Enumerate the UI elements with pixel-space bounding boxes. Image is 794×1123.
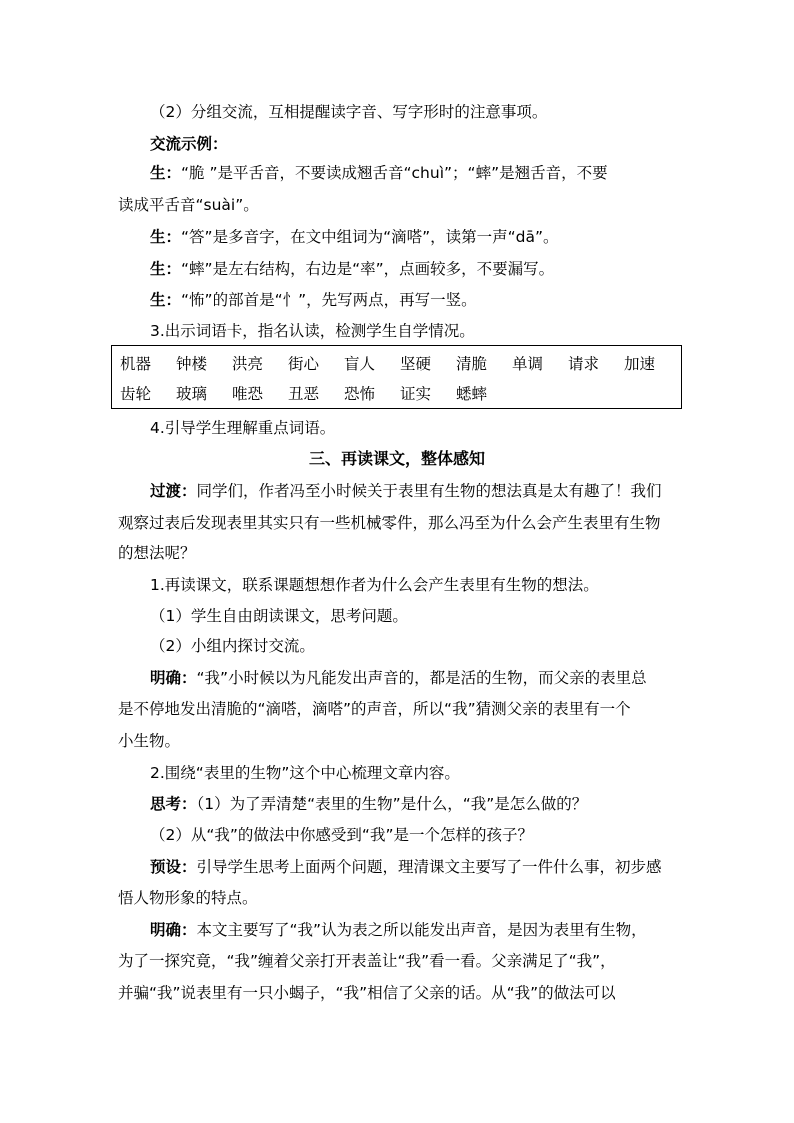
paragraph-label: 明确： bbox=[150, 921, 197, 939]
text-line: 3.出示词语卡，指名认读，检测学生自学情况。 bbox=[150, 322, 475, 340]
word: 洪亮 bbox=[232, 355, 264, 373]
word: 证实 bbox=[400, 385, 432, 403]
word: 盲人 bbox=[344, 355, 376, 373]
text-line: 小生物。 bbox=[118, 732, 181, 750]
section-heading: 三、再读课文，整体感知 bbox=[308, 449, 485, 468]
text-line: （1）学生自由朗读课文，思考问题。 bbox=[150, 607, 408, 625]
text-line bbox=[150, 668, 647, 688]
word: 单调 bbox=[512, 355, 544, 373]
text-line bbox=[150, 481, 662, 501]
word: 齿轮 bbox=[120, 385, 152, 403]
text-line: 1.再读课文，联系课题想想作者为什么会产生表里有生物的想法。 bbox=[150, 576, 599, 594]
text-line: （2）小组内探讨交流。 bbox=[150, 637, 315, 655]
paragraph-label: 思考： bbox=[150, 795, 197, 813]
word: 唯恐 bbox=[232, 385, 264, 403]
paragraph-text: 引导学生思考上面两个问题，理清课文主要写了一件什么事，初步感 bbox=[196, 858, 662, 876]
word: 加速 bbox=[624, 355, 656, 373]
text-line bbox=[150, 920, 647, 940]
word: 坚硬 bbox=[400, 355, 432, 373]
paragraph-label: 预设： bbox=[150, 858, 197, 876]
speaker-text: “答”是多音字，在文中组词为“滴嗒”，读第一声“dā”。 bbox=[181, 228, 559, 246]
text-line: 的想法呢？ bbox=[118, 544, 196, 562]
word-card-box bbox=[111, 345, 682, 409]
text-line: 4.引导学生理解重点词语。 bbox=[150, 419, 336, 437]
speaker-text: “脆 ”是平舌音，不要读成翘舌音“chuì”；“蟀”是翘舌音，不要 bbox=[181, 164, 608, 182]
text-line: 2.围绕“表里的生物”这个中心梳理文章内容。 bbox=[150, 764, 460, 782]
text-line: 是不停地发出清脆的“滴嗒，滴嗒”的声音，所以“我”猜测父亲的表里有一个 bbox=[118, 700, 631, 718]
word-card-row bbox=[120, 384, 512, 404]
paragraph-label: 过渡： bbox=[150, 482, 197, 500]
text-line bbox=[150, 163, 608, 183]
word: 清脆 bbox=[456, 355, 488, 373]
text-line: 并骗“我”说表里有一只小蝎子，“我”相信了父亲的话。从“我”的做法可以 bbox=[118, 984, 616, 1002]
paragraph-text: （1）为了弄清楚“表里的生物”是什么，“我”是怎么做的？ bbox=[196, 795, 588, 813]
speaker-text: “怖”的部首是“忄”，先写两点，再写一竖。 bbox=[181, 291, 477, 309]
paragraph-label: 明确： bbox=[150, 669, 197, 687]
word: 街心 bbox=[288, 355, 320, 373]
text-line bbox=[150, 794, 587, 814]
word-card-row bbox=[120, 354, 680, 374]
word: 机器 bbox=[120, 355, 152, 373]
paragraph-text: 同学们，作者冯至小时候关于表里有生物的想法真是太有趣了！我们 bbox=[196, 482, 662, 500]
text-line: （2）分组交流，互相提醒读字音、写字形时的注意事项。 bbox=[150, 103, 548, 121]
speaker-label: 生： bbox=[150, 164, 182, 182]
text-line bbox=[150, 857, 662, 877]
text-line bbox=[150, 290, 477, 310]
text-line bbox=[150, 227, 559, 247]
paragraph-text: “我”小时候以为凡能发出声音的，都是活的生物，而父亲的表里总 bbox=[196, 669, 647, 687]
speaker-label: 生： bbox=[150, 260, 182, 278]
word: 请求 bbox=[568, 355, 600, 373]
word: 蟋蟀 bbox=[456, 385, 488, 403]
text-line: （2）从“我”的做法中你感受到“我”是一个怎样的孩子？ bbox=[150, 826, 533, 844]
text-line: 读成平舌音“suài”。 bbox=[118, 196, 259, 214]
word: 钟楼 bbox=[176, 355, 208, 373]
word: 恐怖 bbox=[344, 385, 376, 403]
speaker-label: 生： bbox=[150, 291, 182, 309]
text-line: 观察过表后发现表里其实只有一些机械零件，那么冯至为什么会产生表里有生物 bbox=[118, 514, 661, 532]
text-line bbox=[150, 259, 554, 279]
speaker-text: “蟀”是左右结构，右边是“率”，点画较多，不要漏写。 bbox=[181, 260, 555, 278]
word: 丑恶 bbox=[288, 385, 320, 403]
section-label: 交流示例： bbox=[150, 135, 228, 153]
text-line: 为了一探究竟，“我”缠着父亲打开表盖让“我”看一看。父亲满足了“我”， bbox=[118, 952, 616, 970]
text-line: 悟人物形象的特点。 bbox=[118, 889, 258, 907]
paragraph-text: 本文主要写了“我”认为表之所以能发出声音，是因为表里有生物， bbox=[196, 921, 647, 939]
speaker-label: 生： bbox=[150, 228, 182, 246]
word: 玻璃 bbox=[176, 385, 208, 403]
